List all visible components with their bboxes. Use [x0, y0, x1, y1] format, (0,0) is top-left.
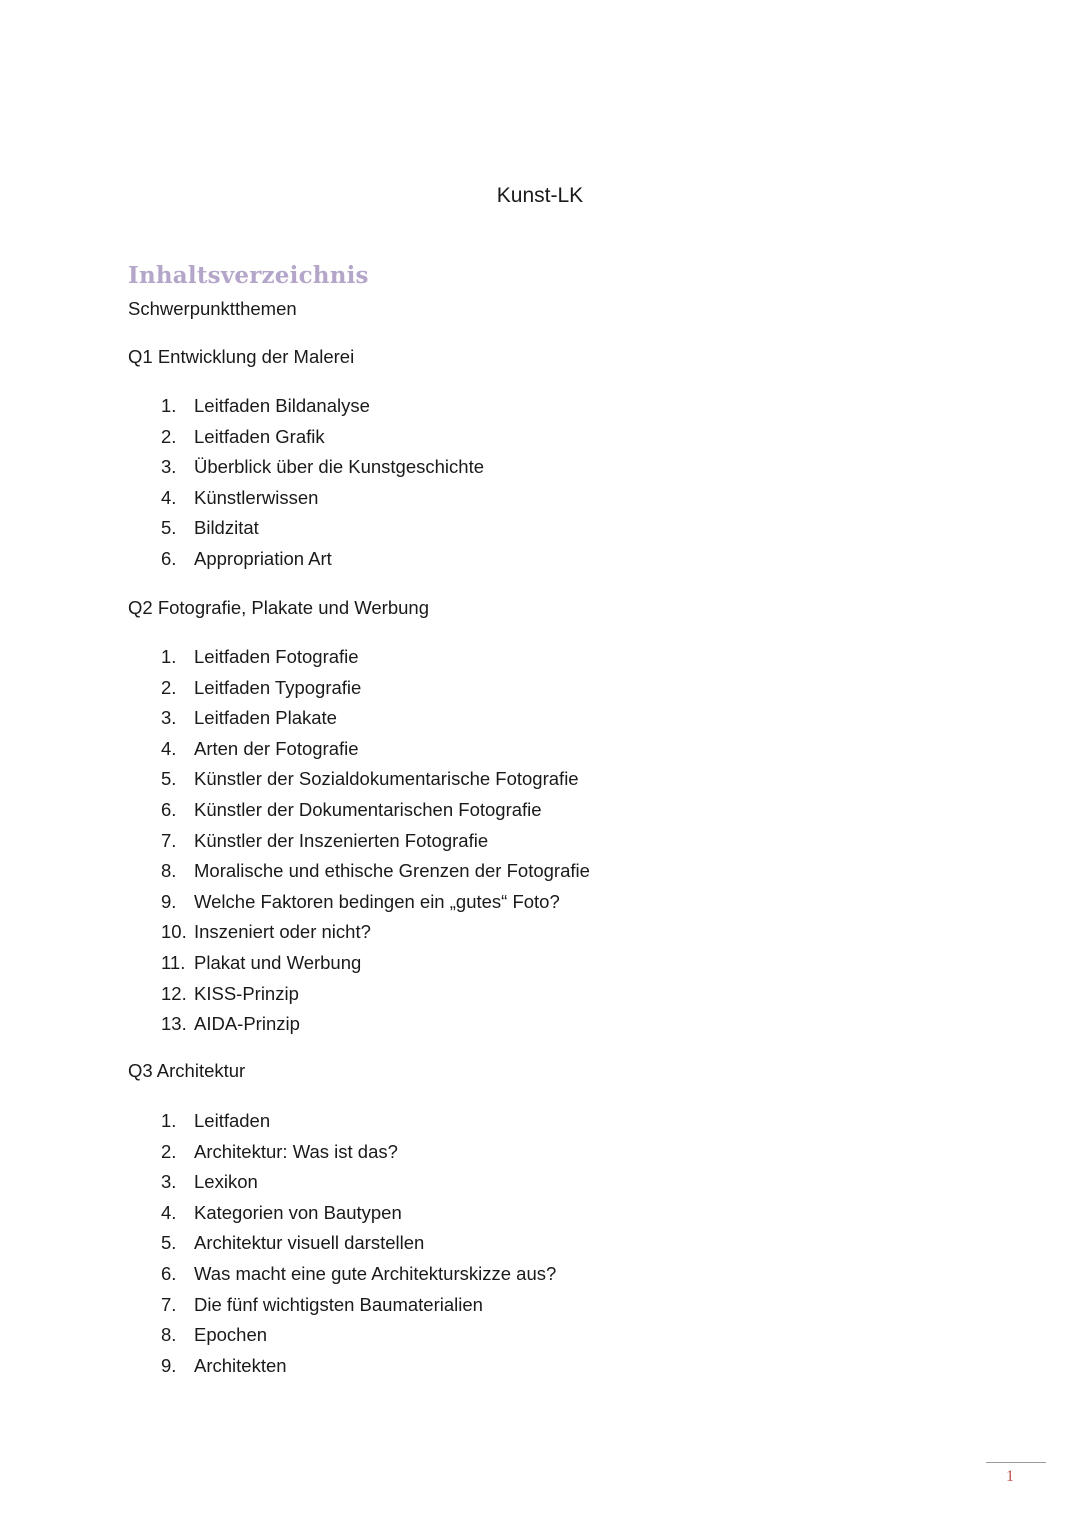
item-number: 11. [161, 951, 186, 973]
item-number: 2. [161, 425, 177, 447]
item-label: Plakat und Werbung [194, 951, 362, 973]
item-label: KISS-Prinzip [194, 982, 299, 1004]
item-number: 5. [161, 768, 177, 790]
item-label: Leitfaden Plakate [194, 707, 337, 729]
item-label: Lexikon [194, 1171, 258, 1193]
item-label: Leitfaden Fotografie [194, 646, 359, 667]
footer-rule [986, 1462, 1046, 1463]
item-number: 1. [161, 395, 177, 416]
item-label: Künstler der Inszenierten Fotografie [194, 829, 489, 851]
toc-subtitle: Schwerpunktthemen [128, 298, 297, 319]
item-number: 10. [161, 921, 187, 943]
item-number: 7. [161, 829, 177, 851]
section-title-q2: Q2 Fotografie, Plakate und Werbung [128, 597, 429, 618]
item-number: 4. [161, 737, 177, 759]
item-label: Leitfaden Typografie [194, 676, 362, 698]
page-number: 1 [1006, 1468, 1014, 1485]
item-label: Appropriation Art [194, 547, 332, 569]
item-number: 5. [161, 1232, 177, 1254]
item-label: AIDA-Prinzip [194, 1013, 300, 1035]
item-number: 4. [161, 1201, 177, 1223]
item-number: 8. [161, 860, 177, 882]
item-label: Bildzitat [194, 517, 259, 539]
item-label: Künstlerwissen [194, 486, 319, 508]
item-label: Epochen [194, 1324, 268, 1346]
item-label: Inszeniert oder nicht? [194, 921, 371, 943]
item-label: Leitfaden Bildanalyse [194, 395, 370, 416]
item-label: Künstler der Sozialdokumentarische Fotografie [194, 768, 579, 790]
item-number: 3. [161, 1171, 177, 1193]
document-title: Kunst-LK [496, 184, 584, 207]
toc-heading: Inhaltsverzeichnis [128, 262, 369, 289]
item-number: 1. [161, 1110, 177, 1131]
item-number: 3. [161, 707, 177, 729]
item-label: Künstler der Dokumentarischen Fotografie [194, 798, 542, 820]
item-label: Was macht eine gute Architekturskizze aus? [194, 1262, 557, 1284]
item-label: Architektur visuell darstellen [194, 1232, 425, 1254]
item-label: Überblick über die Kunstgeschichte [194, 456, 484, 478]
item-number: 2. [161, 676, 177, 698]
item-number: 6. [161, 798, 177, 820]
item-number: 3. [161, 456, 177, 478]
item-label: Leitfaden [194, 1110, 271, 1131]
item-label: Leitfaden Grafik [194, 425, 325, 447]
item-number: 5. [161, 517, 177, 539]
item-number: 2. [161, 1140, 177, 1162]
section-title-q3: Q3 Architektur [128, 1060, 246, 1081]
item-label: Arten der Fotografie [194, 737, 359, 759]
item-number: 7. [161, 1293, 177, 1315]
item-number: 12. [161, 982, 187, 1004]
item-label: Architekten [194, 1354, 287, 1376]
item-label: Welche Faktoren bedingen ein „gutes“ Foto? [194, 890, 560, 912]
item-number: 4. [161, 486, 177, 508]
item-number: 9. [161, 890, 177, 912]
item-label: Kategorien von Bautypen [194, 1201, 402, 1223]
item-label: Die fünf wichtigsten Baumaterialien [194, 1293, 483, 1315]
item-number: 8. [161, 1324, 177, 1346]
item-number: 6. [161, 1262, 177, 1284]
item-label: Moralische und ethische Grenzen der Fotografie [194, 860, 590, 882]
item-number: 9. [161, 1354, 177, 1376]
item-number: 1. [161, 646, 177, 667]
item-number: 13. [161, 1013, 187, 1035]
section-title-q1: Q1 Entwicklung der Malerei [128, 346, 355, 367]
item-number: 6. [161, 547, 177, 569]
item-label: Architektur: Was ist das? [194, 1140, 398, 1162]
